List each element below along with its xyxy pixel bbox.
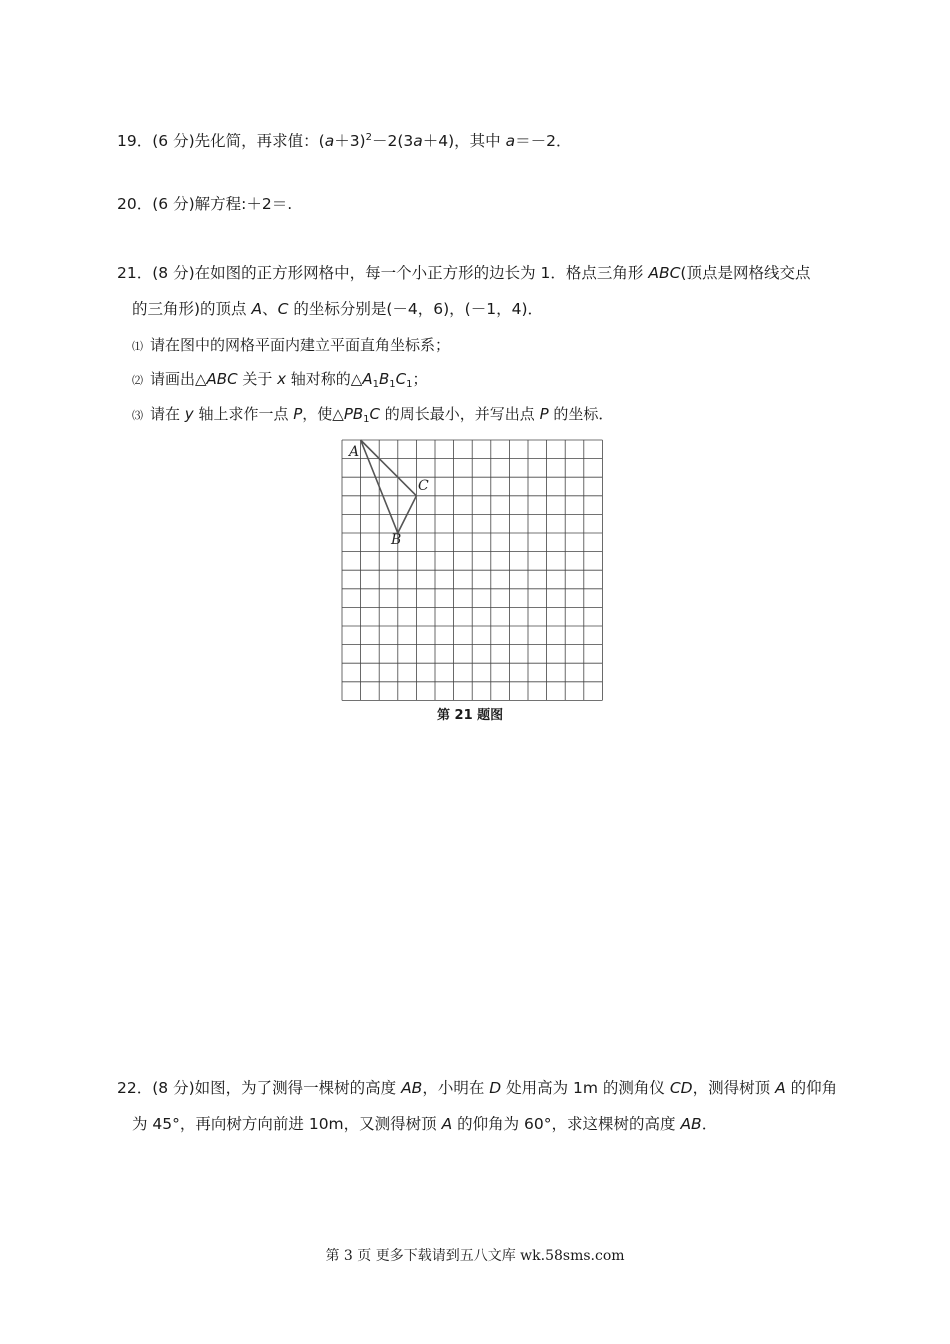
label-b: B: [391, 532, 402, 548]
var-a1: A: [362, 370, 373, 388]
sub-marker: ⑶: [132, 409, 143, 422]
subscript: 1: [406, 379, 413, 390]
q19-text: 先化简，再求值：(: [194, 132, 325, 150]
q22-text: 如图，为了测得一棵树的高度: [194, 1079, 402, 1097]
var-y: y: [184, 405, 194, 423]
var-p: P: [539, 405, 549, 423]
subscript: 1: [389, 379, 396, 390]
q19-text: ＋4)，其中: [422, 132, 501, 150]
q22-text: ，测得树顶: [692, 1079, 776, 1097]
q21-subquestion-3: [132, 403, 613, 431]
question-19: [117, 127, 572, 152]
q21-text: 、: [262, 300, 278, 318]
var-c: C: [277, 300, 289, 318]
q20-score: (6 分): [152, 195, 195, 213]
var-c1: C: [395, 370, 407, 388]
q22-text: ，小明在: [422, 1079, 490, 1097]
q22-text: 的仰角: [785, 1079, 838, 1097]
page-footer: 第 3 页 更多下载请到五八文库 wk.58sms.com: [325, 1248, 625, 1264]
var-b1: B: [378, 370, 390, 388]
var-a: A: [775, 1079, 786, 1097]
label-c: C: [418, 478, 429, 494]
question-22-line-2: [132, 1113, 717, 1135]
q22-number: 22．: [117, 1079, 153, 1097]
q22-text: 处用高为 1m 的测角仪: [501, 1079, 670, 1097]
q21-subquestion-1: [132, 334, 450, 358]
var-p: P: [293, 405, 303, 423]
q22-text: ．: [701, 1115, 718, 1133]
q21-text: (顶点是网格线交点: [680, 264, 811, 282]
q19-score: (6 分): [152, 132, 195, 150]
question-20: [117, 193, 292, 215]
sub-text: ；: [412, 370, 428, 388]
var-d: D: [489, 1079, 502, 1097]
figure-caption: 第 21 题图: [437, 708, 504, 723]
subscript: 1: [363, 414, 370, 425]
exponent: 2: [365, 132, 372, 143]
var-pb1: PB: [343, 405, 364, 423]
sub-text: 轴上求作一点: [193, 405, 294, 423]
sub-text: 的周长最小，并写出点: [380, 405, 540, 423]
q19-text: ＝－2．: [515, 132, 572, 150]
q22-text: 的仰角为 60°，求这棵树的高度: [452, 1115, 681, 1133]
q21-text: 的坐标分别是(－4，6)，(－1，4)．: [288, 300, 544, 318]
sub-text: 请在: [150, 405, 185, 423]
q21-text: 的三角形)的顶点: [132, 300, 252, 318]
var-abc: ABC: [206, 370, 238, 388]
q22-text: 为 45°，再向树方向前进 10m，又测得树顶: [132, 1115, 442, 1133]
label-a: A: [349, 444, 360, 460]
q21-number: 21．: [117, 264, 153, 282]
var-a: A: [251, 300, 263, 318]
var-a: a: [413, 132, 423, 150]
q20-number: 20．: [117, 195, 153, 213]
subscript: 1: [372, 379, 379, 390]
question-21-line-2: [132, 298, 543, 320]
sub-text: 轴对称的△: [286, 370, 363, 388]
question-22-line-1: [117, 1077, 837, 1099]
var-c: C: [369, 405, 381, 423]
q19-text: －2(3: [371, 132, 414, 150]
sub-text: ，使△: [302, 405, 344, 423]
q20-text: 解方程:＋2＝.: [194, 195, 293, 213]
q21-score: (8 分): [152, 264, 195, 282]
var-abc: ABC: [648, 264, 681, 282]
sub-marker: ⑵: [132, 374, 143, 387]
triangle-abc: [361, 440, 417, 533]
sub-text: 关于: [237, 370, 278, 388]
var-cd: CD: [669, 1079, 693, 1097]
var-ab: AB: [401, 1079, 423, 1097]
grid-figure: [340, 438, 610, 704]
sub-text: 的坐标．: [548, 405, 614, 423]
q19-text: ＋3): [334, 132, 366, 150]
var-a: a: [324, 132, 335, 150]
question-21-line-1: [117, 262, 810, 284]
q19-number: 19．: [117, 132, 153, 150]
var-a: A: [441, 1115, 453, 1133]
grid-lines: [342, 440, 602, 700]
var-ab: AB: [680, 1115, 702, 1133]
sub-text: 请画出△: [150, 370, 207, 388]
q21-subquestion-2: [132, 368, 428, 396]
sub-marker: ⑴: [132, 340, 143, 353]
sub-text: 请在图中的网格平面内建立平面直角坐标系；: [150, 336, 451, 354]
var-x: x: [277, 370, 287, 388]
q22-score: (8 分): [152, 1079, 195, 1097]
var-a: a: [505, 132, 516, 150]
q21-text: 在如图的正方形网格中，每一个小正方形的边长为 1．格点三角形: [194, 264, 649, 282]
